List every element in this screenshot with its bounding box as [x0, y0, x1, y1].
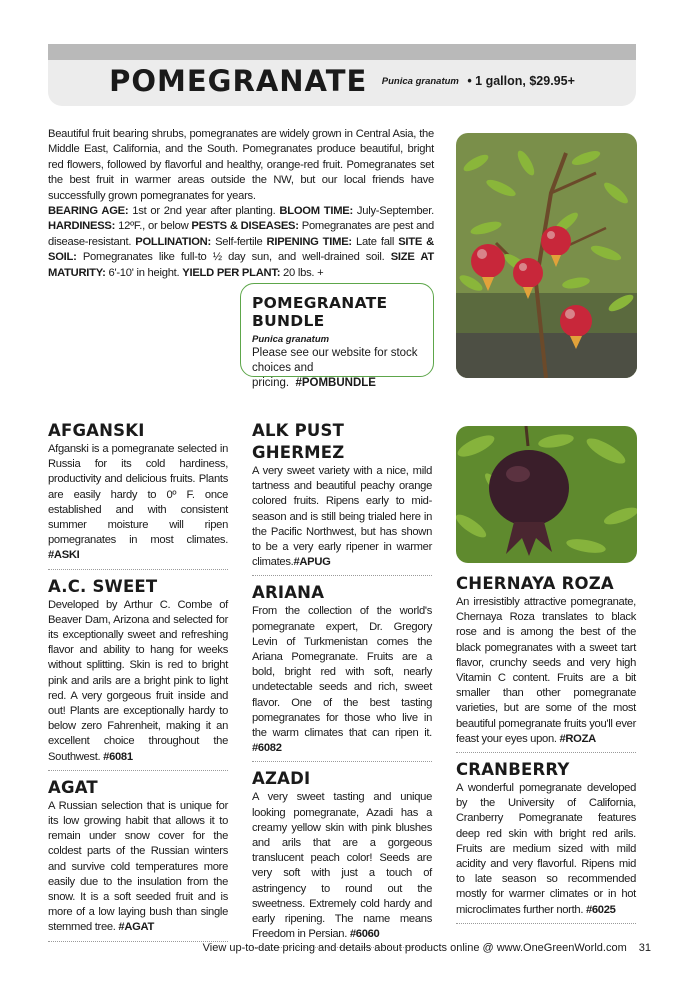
variety-description: From the collection of the world's pomegranate expert, Dr. Gregory Levin of Turkmenistan comes the Ariana Pomegranate. Fruits are a bold, bright red with soft, nearly undetectable seeds and rich, sweet flavor. One of the best tasting pomegranates for those who live in the warm climates that can ripen it. — [252, 605, 432, 740]
size-price: • 1 gallon, $29.95+ — [467, 74, 575, 88]
variety-agat — [48, 777, 228, 942]
variety-name: ALK PUST GHERMEZ — [252, 421, 345, 462]
hardiness-value: 12ºF., or below — [115, 220, 192, 233]
bearing-age-label: BEARING AGE: — [48, 205, 129, 218]
pollination-value: Self-fertile — [210, 235, 267, 248]
variety-cranberry — [456, 759, 636, 924]
yield-value: 20 lbs. + — [280, 266, 324, 279]
variety-name: CRANBERRY — [456, 760, 570, 780]
variety-code: #6081 — [103, 750, 133, 763]
variety-code: #AGAT — [118, 921, 155, 934]
variety-description: A wonderful pomegranate developed by the University of California, Cranberry Pomegranate features deep red skin with bright red arils. Fruits are medium sized with mild acidity and very flavorful. Ripens mid to late season so recommended mostly for warmer climates or in hot microclimates further north. — [456, 782, 636, 916]
variety-ariana — [252, 582, 432, 762]
bundle-text: Please see our website for stock choices and pricing. — [252, 347, 418, 389]
variety-code: #6082 — [252, 742, 282, 755]
variety-description: A Russian selection that is unique for its low growing habit that allows it to remain under snow cover for the coldest parts of the Russian winters and survive cold temperatures more easily due to the insulation from the snow. It is a soft seeded fruit and is more of a low laying bush than single stemmed tree. — [48, 799, 228, 934]
bundle-latin: Punica granatum — [252, 334, 330, 345]
variety-alk-pust-ghermez — [252, 420, 432, 576]
ripening-label: RIPENING TIME: — [266, 235, 352, 248]
page-title: POMEGRANATE — [109, 64, 368, 98]
hardiness-label: HARDINESS: — [48, 220, 116, 233]
maturity-value: 6'-10' in height. — [105, 266, 183, 279]
variety-code: #ASKI — [48, 549, 80, 562]
chernaya-roza-photo — [456, 426, 637, 563]
maturity-label: SIZE AT MATURITY: — [48, 251, 434, 279]
variety-code: #APUG — [293, 556, 331, 569]
variety-azadi — [252, 768, 432, 948]
bundle-title: POMEGRANATE BUNDLE — [252, 294, 388, 330]
variety-name: AFGANSKI — [48, 421, 145, 440]
pollination-label: POLLINATION: — [135, 235, 211, 248]
bloom-time-value: July-September. — [352, 205, 434, 218]
bloom-time-label: BLOOM TIME: — [279, 205, 353, 218]
bundle-box — [240, 283, 434, 389]
pomegranate-tree-photo — [456, 133, 637, 378]
variety-description: Developed by Arthur C. Combe of Beaver Dam, Arizona and selected for its exceptionally sweet and refreshing flavor and ability to hang for weeks without splitting. Skin is red to bright pink and arils are a bright pink to light red. A very gorgeous fruit inside and out! Plants are exceptionally hardy to below zero Fahrenheit, making it an excellent choice throughout the Southwest. — [48, 598, 228, 763]
variety-afganski — [48, 420, 228, 570]
intro-paragraph: Beautiful fruit bearing shrubs, pomegranates are widely grown in Central Asia, the Middle East, California, and the South. Pomegranates produce beautiful, bright red flowers, followed by flavorful and healthy, orange-red fruit. Pomegranates set the best fruit in warmer areas outside the NW, but our local friends have successfully grown pomegranates for years. — [48, 128, 434, 202]
variety-chernaya-roza — [456, 573, 636, 753]
variety-description: Afganski is a pomegranate selected in Russia for its cold hardiness, productivity and delicious fruits. Plants are easily hardy to 0º F. once established and with consistent summer moisture will ripen pomegranates in most climates. — [48, 443, 228, 547]
column-left — [48, 420, 228, 948]
page-footer — [203, 942, 651, 954]
ripening-value: Late fall — [351, 235, 399, 248]
variety-name: A.C. SWEET — [48, 576, 158, 596]
column-right — [456, 573, 636, 930]
variety-code: #6060 — [349, 928, 380, 941]
variety-ac-sweet — [48, 576, 228, 771]
latin-name: Punica granatum — [381, 75, 459, 87]
page-header — [48, 60, 636, 106]
page-number: 31 — [638, 942, 651, 954]
bundle-code: #POMBUNDLE — [295, 377, 376, 389]
variety-name: AZADI — [252, 769, 311, 789]
footer-text: View up-to-date pricing and details about products online @ www.OneGreenWorld.com — [202, 942, 627, 954]
pests-value: Pomegranates are pest and disease-resistant. — [48, 220, 434, 248]
column-middle — [252, 420, 432, 954]
site-label: SITE & SOIL: — [48, 235, 434, 264]
variety-description: An irresistibly attractive pomegranate, Chernaya Roza translates to black rose and is among the best of the black pomegranates with a sweet tart flavor, crunchy seeds and very high Vitamin C content. Fruits are a bit smaller than other pomegranate varieties, but are some of the most beautiful pomegranate fruits you'll ever feast your eyes upon. — [456, 596, 636, 745]
intro-text — [48, 127, 434, 281]
variety-code: #ROZA — [559, 732, 596, 745]
site-value: Pomegranates like full-to ½ day sun, and well-drained soil. — [76, 251, 391, 264]
bearing-age-value: 1st or 2nd year after planting. — [128, 205, 280, 218]
variety-description: A very sweet variety with a nice, mild tartness and beautiful peachy orange colored fruits. Ripens early to mid-season and is still being trialed here in the Pacific Northwest, but has shown to be a very early ripener in warmer climates. — [252, 465, 432, 569]
variety-description: A very sweet tasting and unique looking pomegranate, Azadi has a creamy yellow skin with pink blushes and arils that are a gorgeous translucent peach color! Seeds are very soft with just a touch of astringency to round out the sweetness. Extremely cold hardy and early ripening. The name means Freedom in Persian. — [252, 791, 432, 941]
yield-label: YIELD PER PLANT: — [182, 266, 281, 279]
variety-name: CHERNAYA ROZA — [456, 574, 614, 593]
variety-name: ARIANA — [252, 583, 325, 603]
variety-name: AGAT — [48, 777, 98, 797]
pests-label: PESTS & DISEASES: — [191, 220, 299, 233]
variety-code: #6025 — [585, 903, 616, 916]
header-bar — [48, 44, 636, 60]
